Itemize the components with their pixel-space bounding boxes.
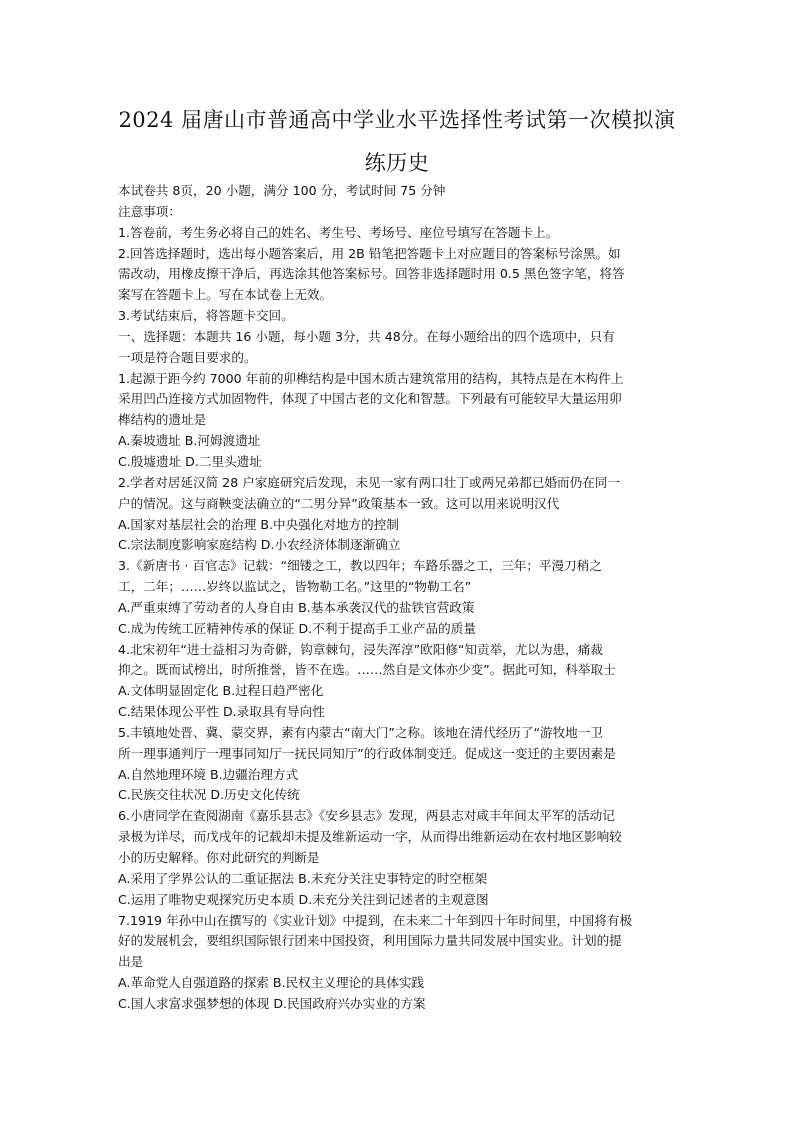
text-line: 录极为详尽，而戊戌年的记载却未提及维新运动一字，从而得出维新运动在农村地区影响较 bbox=[118, 829, 622, 845]
text-line: A.自然地理环境 B.边疆治理方式 bbox=[118, 766, 299, 782]
text-line: 4.北宋初年“进士益相习为奇僻，钩章棘句，浸失浑淳”欧阳修“知贡举，尤以为患，痛裁 bbox=[118, 641, 603, 657]
text-line: 好的发展机会，要组织国际银行团来中国投资，利用国际力量共同发展中国实业。计划的提 bbox=[118, 933, 622, 949]
text-line: 2.学者对居延汉简 28 户家庭研究后发现，未见一家有两口壮丁或两兄弟都已婚而仍在同一 bbox=[118, 474, 621, 490]
text-line: C.民族交往状况 D.历史文化传统 bbox=[118, 787, 300, 803]
text-line: 本试卷共 8页，20 小题，满分 100 分，考试时间 75 分钟 bbox=[118, 183, 446, 198]
text-line: 1.答卷前，考生务必将自己的姓名、考生号、考场号、座位号填写在答题卡上。 bbox=[118, 224, 559, 240]
text-line: A.采用了学界公认的二重证据法 B.未充分关注史事特定的时空框架 bbox=[118, 870, 488, 886]
text-line: C.殷墟遗址 D.二里头遗址 bbox=[118, 453, 262, 469]
text-line: 案写在答题卡上。写在本试卷上无效。 bbox=[118, 287, 333, 303]
text-line: 户的情况。这与商鞅变法确立的“二男分异”政策基本一致。这可以用来说明汉代 bbox=[118, 495, 560, 511]
text-line: C.结果体现公平性 D.录取具有导向性 bbox=[118, 704, 325, 720]
text-line: 一、选择题：本题共 16 小题，每小题 3分，共 48分。在每小题给出的四个选项中，只有 bbox=[118, 328, 615, 344]
text-line: C.宗法制度影响家庭结构 D.小农经济体制逐渐确立 bbox=[118, 537, 401, 553]
text-line: A.革命党人自强道路的探索 B.民权主义理论的具体实践 bbox=[118, 975, 425, 991]
text-line: 1.起源于距今约 7000 年前的卯榫结构是中国木质古建筑常用的结构，其特点是在木构件上 bbox=[118, 370, 624, 386]
text-line: 抑之。既而试榜出，时所推誉，皆不在选。……然自是文体亦少变”。据此可知，科举取士 bbox=[118, 662, 616, 678]
text-line: 5.丰镇地处晋、冀、蒙交界，素有内蒙古“南大门”之称。该地在清代经历了“游牧地一卫 bbox=[118, 724, 603, 740]
text-line: A.国家对基层社会的治理 B.中央强化对地方的控制 bbox=[118, 516, 399, 532]
exam-title-line-2: 练历史 bbox=[364, 151, 430, 175]
text-line: A.严重束缚了劳动者的人身自由 B.基本承袭汉代的盐铁官营政策 bbox=[118, 599, 475, 615]
text-line: 所一理事通判厅一理事同知厅一抚民同知厅”的行政体制变迁。促成这一变迁的主要因素是 bbox=[118, 745, 616, 761]
text-line: 榫结构的遗址是 bbox=[118, 412, 207, 428]
text-line: 采用凹凸连接方式加固物件，体现了中国古老的文化和智慧。下列最有可能较早大量运用卯 bbox=[118, 391, 622, 407]
exam-title-line-1: 2024 届唐山市普通高中学业水平选择性考试第一次模拟演 bbox=[118, 108, 676, 132]
text-line: 3.《新唐书 · 百官志》记载：“细镂之工，教以四年；车路乐器之工，三年；平漫刀稍之 bbox=[118, 558, 602, 574]
text-line: 3.考试结束后，将答题卡交回。 bbox=[118, 308, 294, 324]
text-line: C.运用了唯物史观探究历史本质 D.未充分关注到记述者的主观意图 bbox=[118, 891, 489, 907]
text-line: C.成为传统工匠精神传承的保证 D.不利于提高手工业产品的质量 bbox=[118, 620, 476, 636]
exam-body bbox=[118, 181, 678, 1015]
text-line: 2.回答选择题时，选出每小题答案后，用 2B 铅笔把答题卡上对应题目的答案标号涂黑。如 bbox=[118, 245, 621, 261]
text-line: 工，二年；……岁终以监试之，皆物勒工名。”这里的“物勒工名” bbox=[118, 579, 472, 595]
text-line: C.国人求富求强梦想的体现 D.民国政府兴办实业的方案 bbox=[118, 995, 426, 1011]
text-line: 6.小唐同学在查阅湖南《嘉乐县志》《安乡县志》发现，两县志对咸丰年间太平军的活动记 bbox=[118, 808, 615, 824]
text-line: 一项是符合题目要求的。 bbox=[118, 349, 257, 365]
text-line: A.文体明显固定化 B.过程日趋严密化 bbox=[118, 683, 324, 699]
text-line: 注意事项： bbox=[118, 203, 181, 219]
text-line: 7.1919 年孙中山在撰写的《实业计划》中提到，在未来二十年到四十年时间里，中国将有极 bbox=[118, 912, 633, 928]
text-line: 出是 bbox=[118, 954, 144, 970]
text-line: 需改动，用橡皮擦干净后，再选涂其他答案标号。回答非选择题时用 0.5 黑色签字笔，将答 bbox=[118, 266, 625, 282]
text-line: 小的历史解释。你对此研究的判断是 bbox=[118, 850, 320, 865]
text-line: A.秦坡遗址 B.河姆渡遗址 bbox=[118, 433, 261, 449]
